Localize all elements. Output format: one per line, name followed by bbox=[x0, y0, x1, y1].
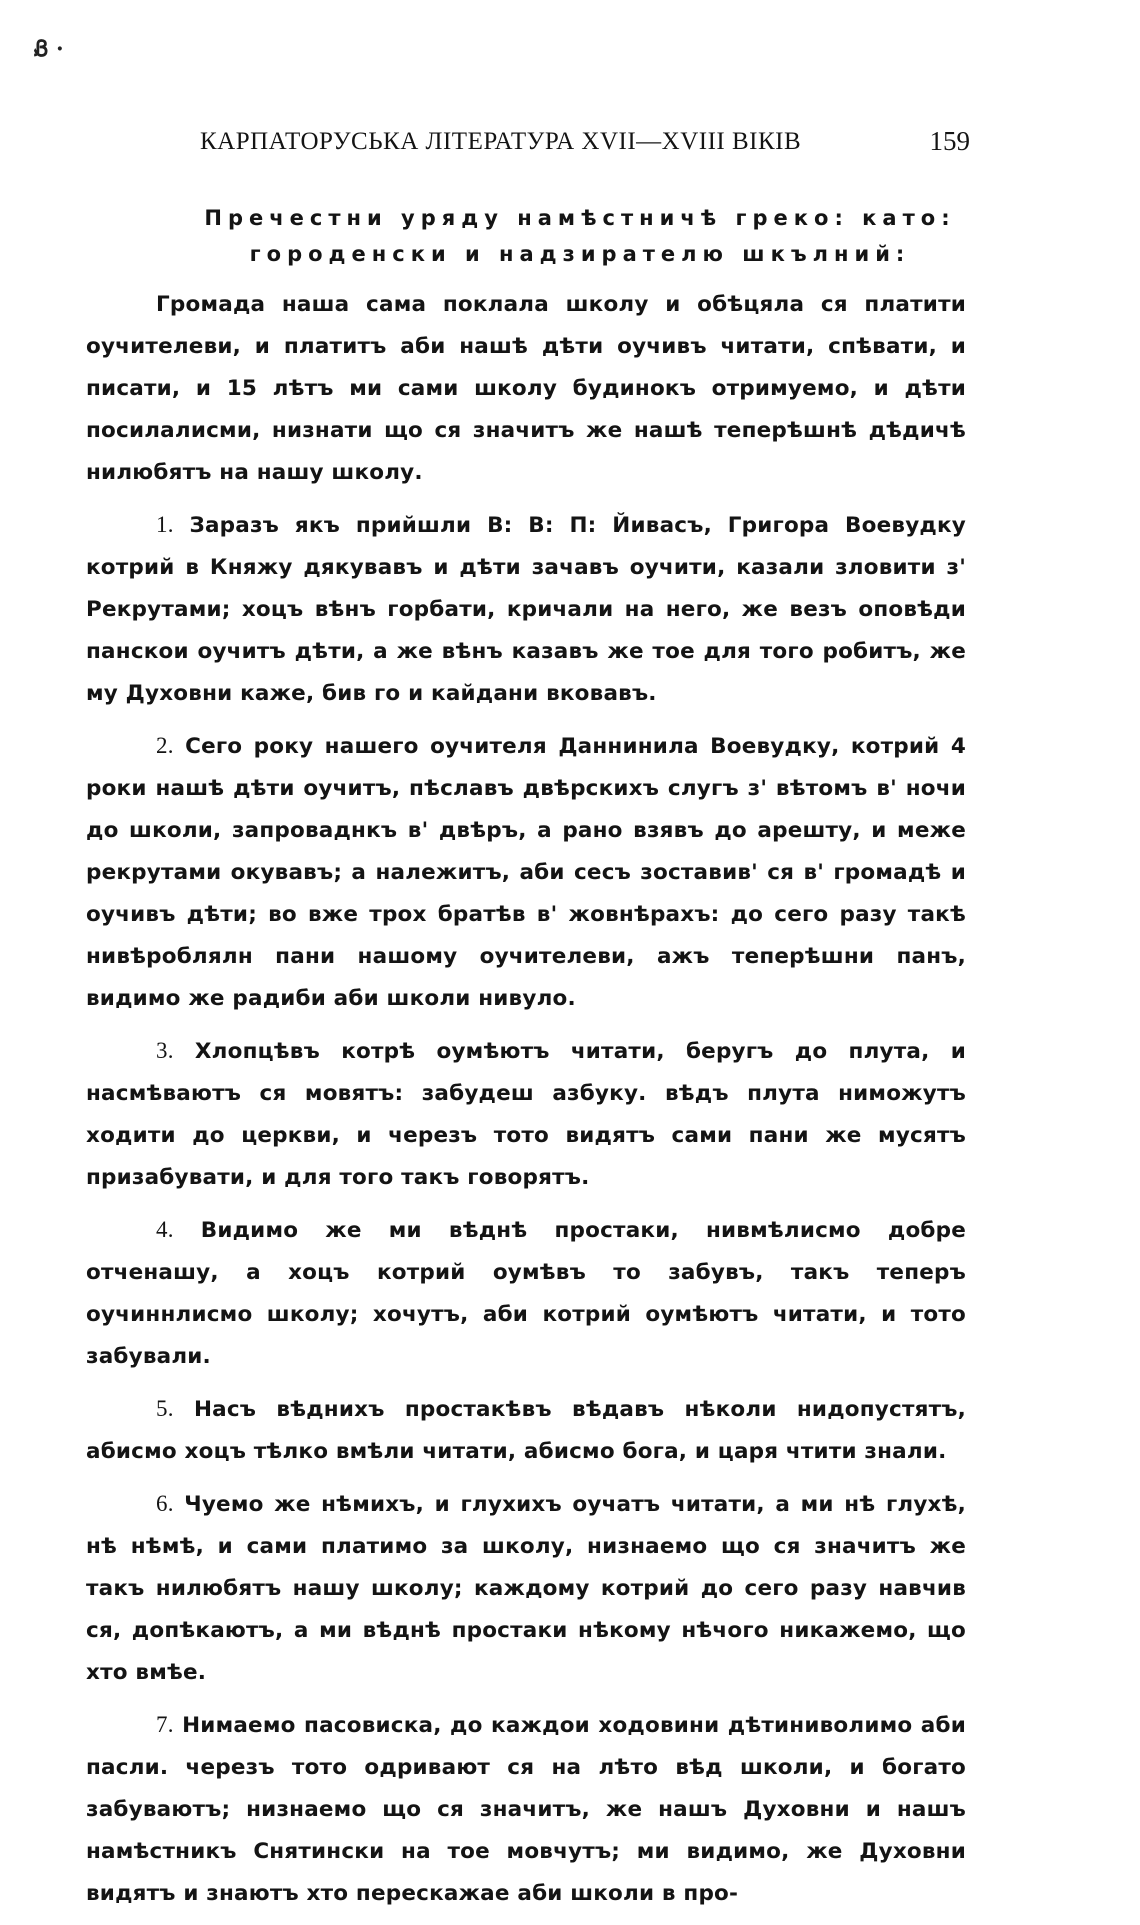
page-header bbox=[200, 128, 970, 162]
paragraph-text: Сего року нашего оучителя Даннинила Воевудку, котрий 4 роки нашѣ дѣти оучитъ, пѣславъ двѣрскихъ слугъ з' вѣтомъ в' ночи до школи, запроваднкъ в' двѣръ, а рано взявъ до арешту, и меже рекрутами окувавъ; а належитъ, аби сесъ зоставив' ся в' громадѣ и оучивъ дѣти; во вже трох братѣв в' жовнѣрахъ: до сего разу такѣ нивѣроблялн пани нашому оучителеви, ажъ теперѣшни панъ, видимо же радиби аби школи нивуло. bbox=[86, 734, 966, 1011]
paragraph-number: 6. bbox=[156, 1491, 174, 1516]
paragraph-6 bbox=[86, 1483, 966, 1694]
paragraph-text: Нимаемо пасовиска, до каждои ходовини дѣтиниволимо аби пасли. черезъ тото одривают ся на лѣто вѣд школи, и богато забуваютъ; низнаемо що ся значитъ, же нашъ Духовни и нашъ намѣстникъ Снятински на тое мовчутъ; ми видимо, же Духовни видятъ и знаютъ хто перескажае аби школи в про- bbox=[86, 1713, 966, 1906]
paragraph-text: Чуемо же нѣмихъ, и глухихъ оучатъ читати, а ми нѣ глухѣ, нѣ нѣмѣ, и сами платимо за школу, низнаемо що ся значитъ же такъ нилюбятъ нашу школу; каждому котрий до сего разу навчив ся, допѣкаютъ, а ми вѣднѣ простаки нѣкому нѣчого никажемо, що хто вмѣе. bbox=[86, 1492, 966, 1685]
paragraph-text: Заразъ якъ прийшли В: В: П: Йивасъ, Григора Воевудку котрий в Княжу дякувавъ и дѣти зачавъ оучити, казали зловити з' Рекрутами; хоцъ вѣнъ горбати, кричали на него, же везъ оповѣди панскои оучитъ дѣти, а же вѣнъ казавъ же тое для того робитъ, же му Духовни каже, бив го и кайдани вковавъ. bbox=[86, 513, 966, 706]
paragraph-1 bbox=[86, 504, 966, 715]
paragraph-text: Видимо же ми вѣднѣ простаки, нивмѣлисмо добре отченашу, а хоцъ котрий оумѣвъ то забувъ, такъ теперъ оучиннлисмо школу; хочутъ, аби котрий оумѣютъ читати, и тото забували. bbox=[86, 1218, 966, 1369]
paragraph-number: 4. bbox=[156, 1217, 174, 1242]
corner-printer-mark: Ᏸ · bbox=[34, 36, 64, 62]
paragraph-text: Громада наша сама поклала школу и обѣцяла ся платити оучителеви, и платитъ аби нашѣ дѣти оучивъ читати, спѣвати, и писати, и 15 лѣтъ ми сами школу будинокъ отримуемо, и дѣти посилалисми, низнати що ся значитъ же нашѣ теперѣшнѣ дѣдичѣ нилюбятъ на нашу школу. bbox=[86, 292, 966, 485]
page-number: 159 bbox=[929, 126, 970, 156]
paragraph-intro bbox=[86, 284, 966, 494]
paragraph-text: Хлопцѣвъ котрѣ оумѣютъ читати, беругъ до плута, и насмѣваютъ ся мовятъ: забудеш азбуку. вѣдъ плута ниможутъ ходити до церкви, и черезъ тото видятъ сами пани же мусятъ призабувати, и для того такъ говорятъ. bbox=[86, 1039, 967, 1190]
paragraph-2 bbox=[86, 725, 966, 1020]
paragraph-number: 3. bbox=[156, 1038, 174, 1063]
paragraph-5 bbox=[86, 1388, 966, 1473]
paragraph-3 bbox=[86, 1030, 966, 1199]
paragraph-number: 7. bbox=[156, 1712, 174, 1737]
running-title: КАРПАТОРУСЬКА ЛІТЕРАТУРА XVII—XVIII ВІКІВ bbox=[200, 128, 802, 155]
paragraph-4 bbox=[86, 1209, 966, 1378]
document-heading: Пречестни уряду намѣстничѣ греко: като: городенски и надзирателю шкълний: bbox=[204, 206, 956, 266]
paragraph-text: Насъ вѣднихъ простакѣвъ вѣдавъ нѣколи нидопустятъ, абисмо хоцъ тѣлко вмѣли читати, абисмо бога, и царя чтити знали. bbox=[86, 1397, 966, 1464]
paragraph-number: 2. bbox=[156, 733, 174, 758]
body-text bbox=[86, 284, 966, 1925]
paragraph-7 bbox=[86, 1704, 966, 1915]
paragraph-number: 1. bbox=[156, 512, 174, 537]
paragraph-number: 5. bbox=[156, 1396, 174, 1421]
